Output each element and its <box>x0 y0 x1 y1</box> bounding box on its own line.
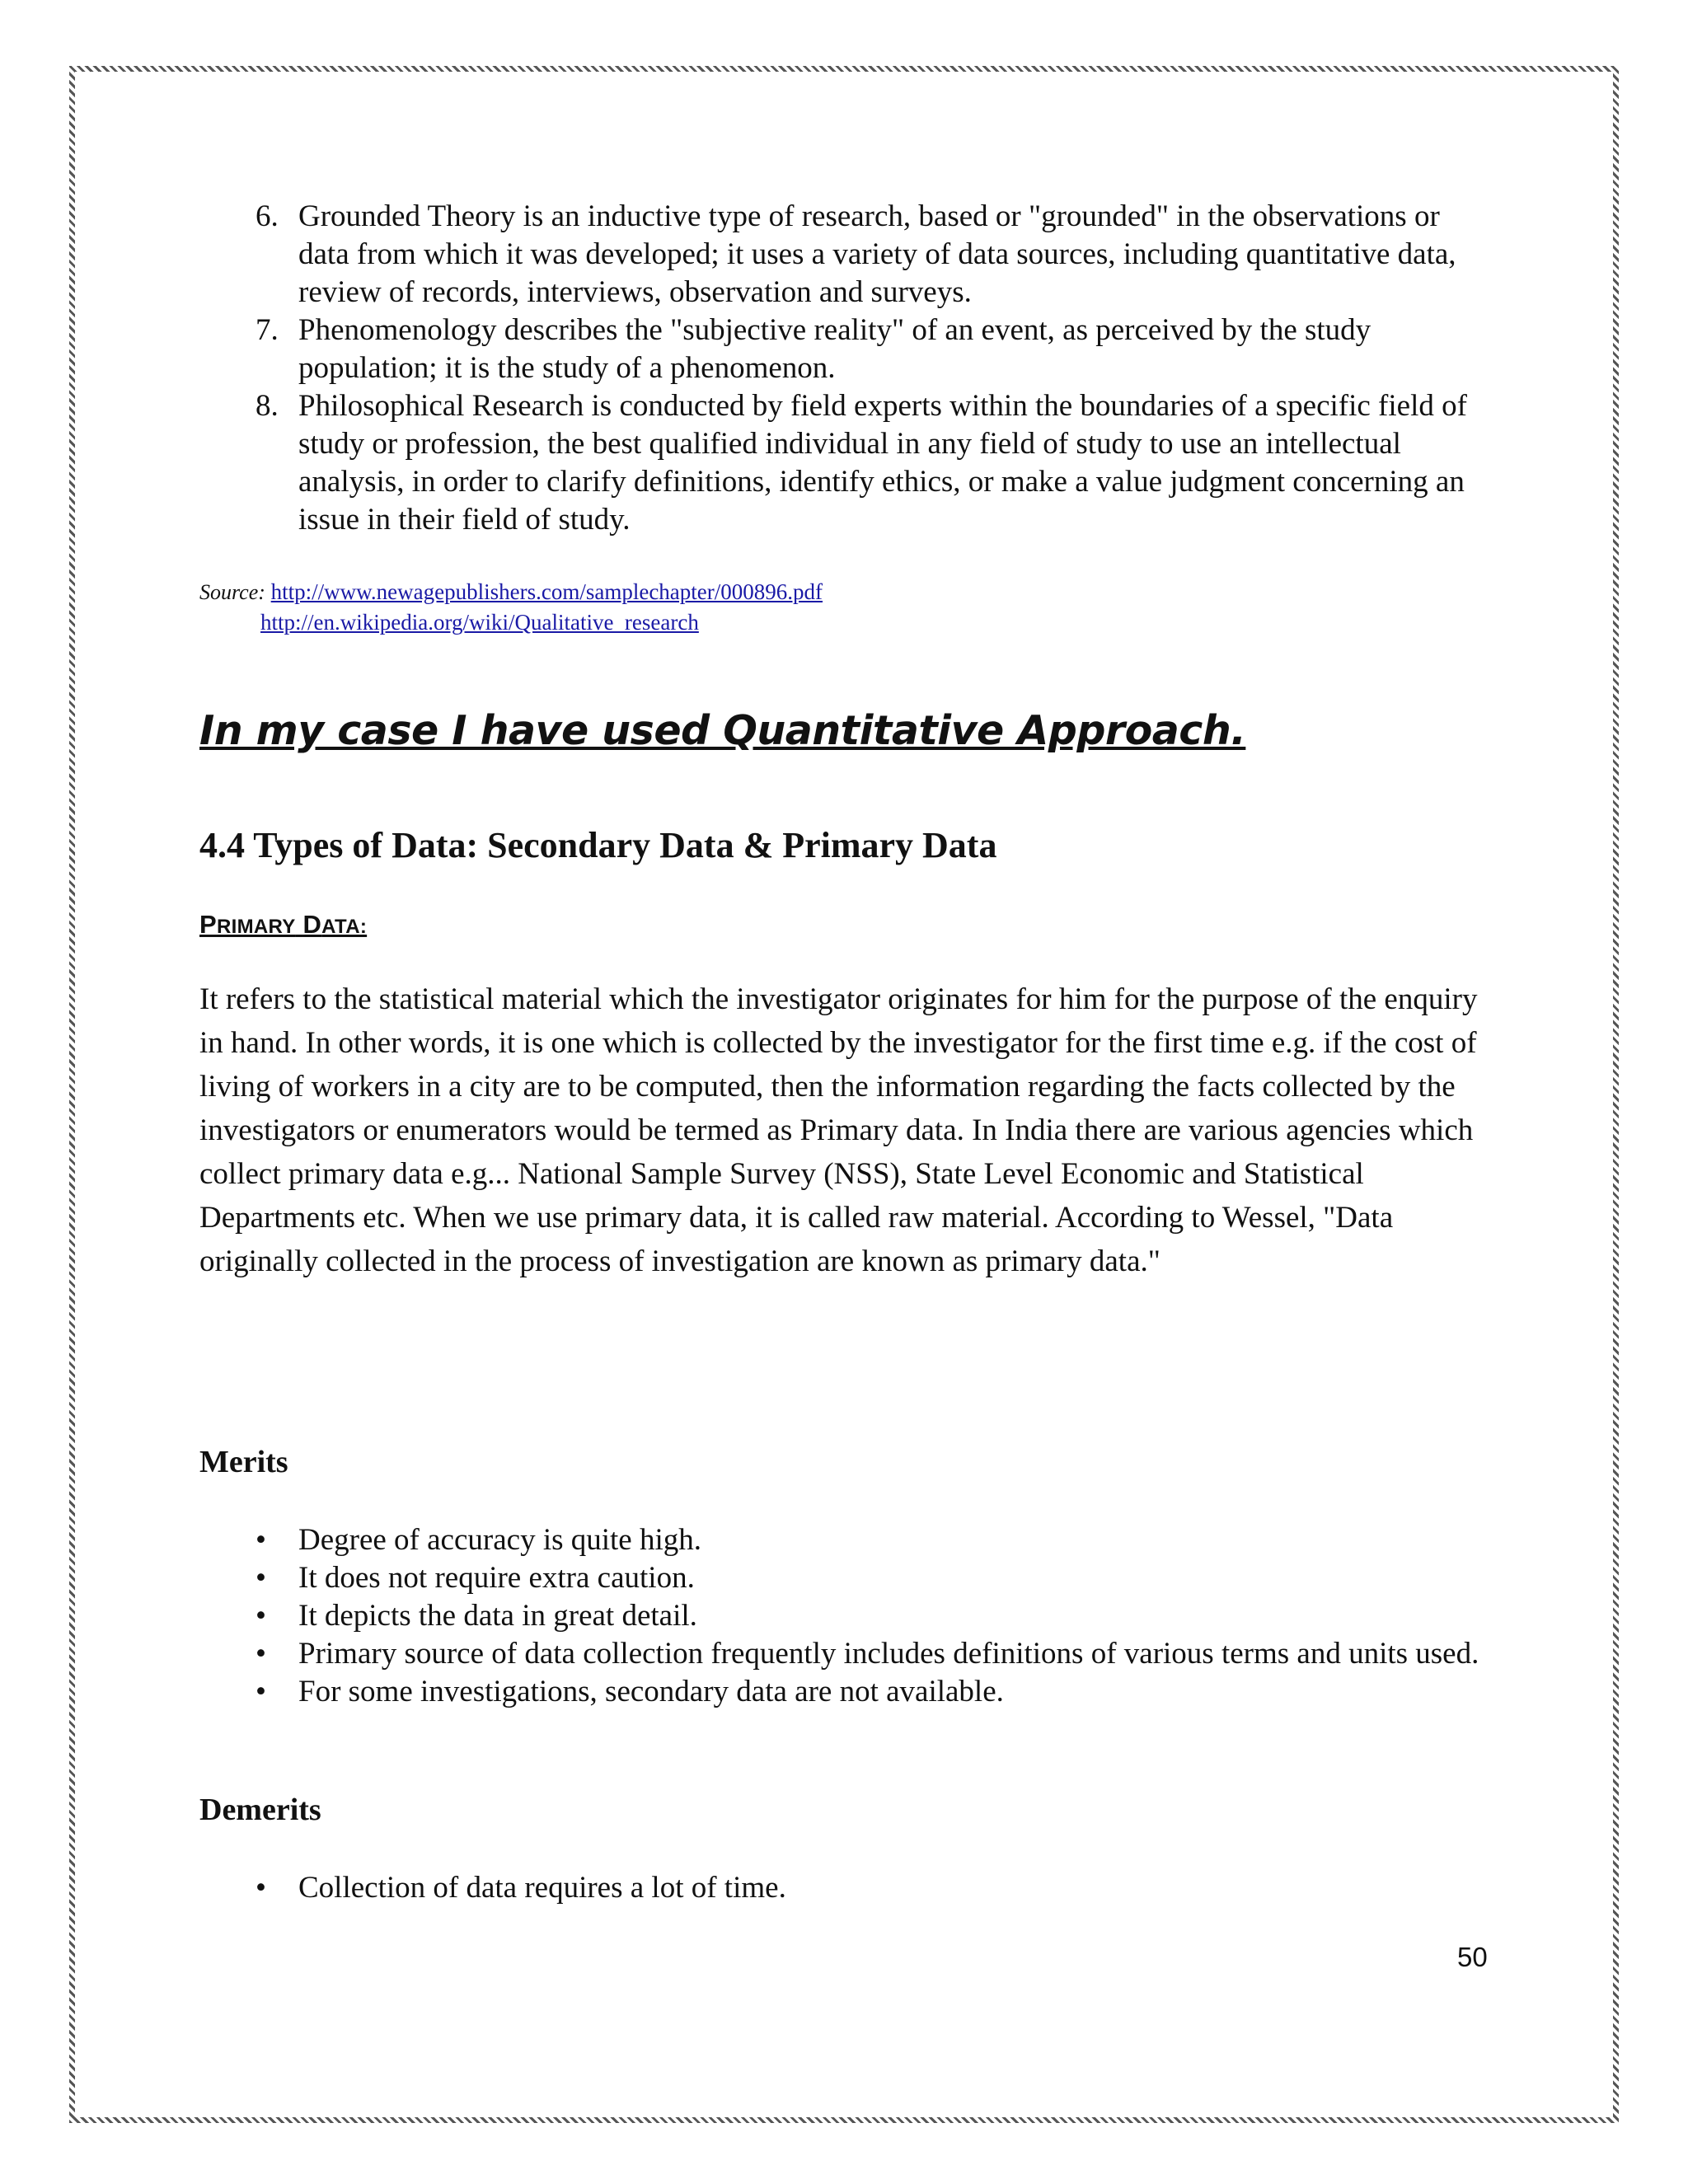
list-item-text: Collection of data requires a lot of time. <box>298 1871 786 1905</box>
bullet-icon: • <box>256 1637 266 1671</box>
heading-part: RIMARY <box>216 916 296 938</box>
source-label: Source: <box>199 580 265 604</box>
list-item-text: Philosophical Research is conducted by field experts within the boundaries of a specific field of study or profession, the best qualified individual in any field of study to use an intellectual analysis, in order to clarify definitions, identify ethics, or make a value judgment concerning an issue in their field of study. <box>298 389 1467 537</box>
list-item <box>256 387 1484 539</box>
bullet-icon: • <box>256 1675 266 1708</box>
heading-part: ATA: <box>321 916 368 938</box>
heading-part: D <box>302 910 322 939</box>
list-item-text: For some investigations, secondary data are not available. <box>298 1675 1004 1708</box>
list-item-text: It does not require extra caution. <box>298 1561 695 1595</box>
list-item <box>256 198 1484 312</box>
source-citation <box>199 577 823 638</box>
approach-statement: In my case I have used Quantitative Approach. <box>199 707 1246 754</box>
list-item <box>256 1635 1492 1673</box>
source-link-wikipedia[interactable]: http://en.wikipedia.org/wiki/Qualitative_research <box>260 610 699 635</box>
list-item-text: Grounded Theory is an inductive type of research, based or "grounded" in the observations or data from which it was developed; it uses a variety of data sources, including quantitative data, review of records, interviews, observation and surveys. <box>298 199 1456 309</box>
merits-list <box>256 1521 1492 1711</box>
source-link-newage[interactable]: http://www.newagepublishers.com/samplechapter/000896.pdf <box>270 579 823 604</box>
bullet-icon: • <box>256 1523 266 1557</box>
demerits-list <box>256 1869 1492 1907</box>
section-heading: 4.4 Types of Data: Secondary Data & Primary Data <box>199 825 997 865</box>
demerits-heading: Demerits <box>199 1793 321 1827</box>
list-item <box>256 1869 1492 1907</box>
primary-data-heading <box>199 910 367 940</box>
merits-heading: Merits <box>199 1445 288 1479</box>
list-item-text: It depicts the data in great detail. <box>298 1599 697 1633</box>
list-item-text: Phenomenology describes the "subjective reality" of an event, as perceived by the study population; it is the study of a phenomenon. <box>298 313 1372 385</box>
list-item <box>256 1559 1492 1597</box>
bullet-icon: • <box>256 1871 266 1905</box>
numbered-list <box>256 198 1484 539</box>
list-item-text: Degree of accuracy is quite high. <box>298 1523 702 1557</box>
list-number: 7. <box>256 313 279 347</box>
heading-part: P <box>199 910 217 939</box>
bullet-icon: • <box>256 1599 266 1633</box>
list-item <box>256 1597 1492 1635</box>
list-item-text: Primary source of data collection frequently includes definitions of various terms and units used. <box>298 1637 1479 1671</box>
page-number: 50 <box>1457 1942 1488 1972</box>
list-number: 6. <box>256 199 279 233</box>
list-number: 8. <box>256 389 279 423</box>
list-item <box>256 1521 1492 1559</box>
list-item <box>256 312 1484 387</box>
list-item <box>256 1673 1492 1711</box>
bullet-icon: • <box>256 1561 266 1595</box>
primary-data-paragraph: It refers to the statistical material which the investigator originates for him for the purpose of the enquiry in hand. In other words, it is one which is collected by the investigator for the first time e.g. if the cost of living of workers in a city are to be computed, then the information regarding the facts collected by the investigators or enumerators would be termed as Primary data. In India there are various agencies which collect primary data e.g... National Sample Survey (NSS), State Level Economic and Statistical Departments etc. When we use primary data, it is called raw material. According to Wessel, "Data originally collected in the process of investigation are known as primary data." <box>199 982 1478 1278</box>
